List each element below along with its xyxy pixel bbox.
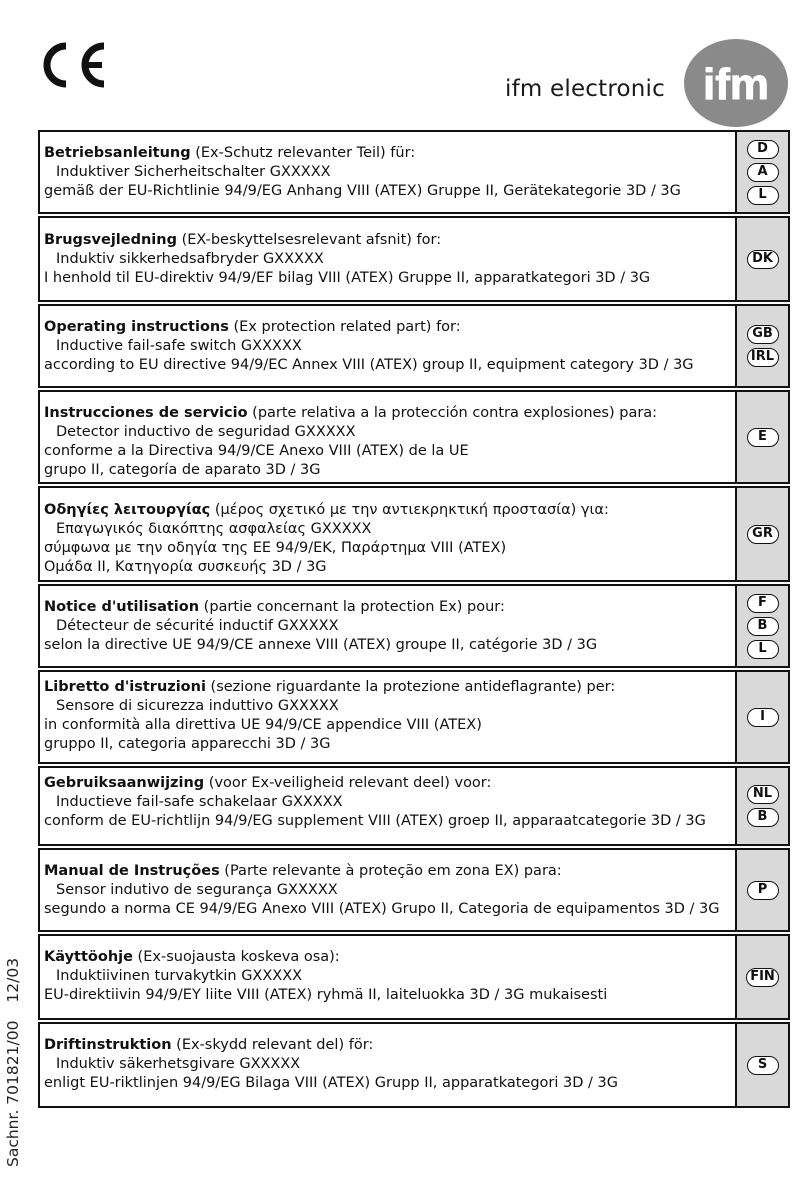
device-name: Induktiv säkerhetsgivare GXXXXX [56, 1056, 301, 1072]
section-title: Brugsvejledning [44, 232, 177, 248]
device-name: Induktiivinen turvakytkin GXXXXX [56, 968, 303, 984]
device-name: Induktiv sikkerhedsafbryder GXXXXX [56, 251, 324, 267]
section-5 [38, 584, 790, 668]
country-code-badge: L [747, 640, 779, 659]
section-heading [44, 144, 415, 163]
section-2 [38, 304, 790, 388]
directive-line: Ομάδα II, Κατηγορία συσκευής 3D / 3G [44, 559, 327, 575]
section-text [40, 132, 737, 212]
issue-date: 12/03 [4, 957, 22, 1003]
section-title: Instrucciones de servicio [44, 405, 248, 421]
section-text [40, 850, 737, 930]
side-part-number [4, 958, 22, 1167]
directive-line: segundo a norma CE 94/9/EG Anexo VIII (ATEX) Grupo II, Categoria de equipamentos 3D / 3G [44, 901, 720, 917]
language-codes [737, 1024, 788, 1106]
section-heading [44, 948, 340, 967]
section-title: Libretto d'istruzioni [44, 679, 206, 695]
device-name: Detector inductivo de seguridad GXXXXX [56, 424, 356, 440]
directive-line: according to EU directive 94/9/EC Annex VIII (ATEX) group II, equipment category 3D / 3G [44, 357, 694, 373]
language-codes [737, 672, 788, 762]
section-text [40, 936, 737, 1018]
section-subtitle: (Ex protection related part) for: [228, 319, 461, 335]
country-code-badge: DK [747, 250, 779, 269]
language-codes [737, 586, 788, 666]
directive-line: in conformità alla direttiva UE 94/9/CE appendice VIII (ATEX) [44, 717, 482, 733]
section-subtitle: (Ex-suojausta koskeva osa): [132, 949, 340, 965]
section-text [40, 488, 737, 580]
section-title: Gebruiksaanwijzing [44, 775, 205, 791]
section-subtitle: (Parte relevante à proteção em zona EX) para: [219, 863, 562, 879]
section-7 [38, 766, 790, 846]
section-title: Operating instructions [44, 319, 229, 335]
brand-name: ifm electronic [505, 76, 665, 102]
section-heading [44, 318, 461, 337]
country-code-badge: IRL [747, 348, 779, 367]
section-heading [44, 598, 505, 617]
device-name: Επαγωγικός διακόπτης ασφαλείας GXXXXX [56, 521, 372, 537]
ifm-logo-icon [683, 38, 789, 128]
country-code-badge: B [747, 617, 779, 636]
section-subtitle: (Ex-Schutz relevanter Teil) für: [190, 145, 416, 161]
section-text [40, 218, 737, 300]
directive-line: σύμφωνα με την οδηγία της ΕΕ 94/9/ΕΚ, Παράρτημα VIII (ATEX) [44, 540, 507, 556]
language-codes [737, 306, 788, 386]
section-title: Manual de Instruções [44, 863, 220, 879]
directive-line: gemäß der EU-Richtlinie 94/9/EG Anhang VIII (ATEX) Gruppe II, Gerätekategorie 3D / 3G [44, 183, 681, 199]
section-subtitle: (Ex-skydd relevant del) för: [171, 1037, 374, 1053]
section-text [40, 672, 737, 762]
section-title: Notice d'utilisation [44, 599, 200, 615]
country-code-badge: A [747, 163, 779, 182]
section-text [40, 306, 737, 386]
country-code-badge: E [747, 428, 779, 447]
device-name: Induktiver Sicherheitschalter GXXXXX [56, 164, 331, 180]
directive-line: selon la directive UE 94/9/CE annexe VIII (ATEX) groupe II, catégorie 3D / 3G [44, 637, 598, 653]
section-text [40, 1024, 737, 1106]
country-code-badge: GB [747, 325, 779, 344]
language-codes [737, 768, 788, 844]
section-heading [44, 231, 441, 250]
section-10 [38, 1022, 790, 1108]
section-subtitle: (sezione riguardante la protezione antideflagrante) per: [205, 679, 616, 695]
country-code-badge: L [747, 186, 779, 205]
section-8 [38, 848, 790, 932]
section-text [40, 392, 737, 482]
section-title: Käyttöohje [44, 949, 133, 965]
section-4 [38, 486, 790, 582]
language-codes [737, 936, 788, 1018]
country-code-badge: GR [747, 525, 779, 544]
svg-text:ifm: ifm [703, 60, 769, 109]
ce-mark-icon [36, 40, 112, 90]
section-3 [38, 390, 790, 484]
device-name: Sensore di sicurezza induttivo GXXXXX [56, 698, 339, 714]
section-title: Οδηγίες λειτουργίας [44, 502, 211, 518]
country-code-badge: I [747, 708, 779, 727]
section-heading [44, 501, 609, 520]
section-title: Betriebsanleitung [44, 145, 191, 161]
section-text [40, 586, 737, 666]
directive-line: EU-direktiivin 94/9/EY liite VIII (ATEX) ryhmä II, laiteluokka 3D / 3G mukaisesti [44, 987, 608, 1003]
language-codes [737, 392, 788, 482]
section-9 [38, 934, 790, 1020]
country-code-badge: B [747, 808, 779, 827]
device-name: Inductive fail-safe switch GXXXXX [56, 338, 302, 354]
section-1 [38, 216, 790, 302]
device-name: Inductieve fail-safe schakelaar GXXXXX [56, 794, 343, 810]
device-name: Détecteur de sécurité inductif GXXXXX [56, 618, 339, 634]
section-title: Driftinstruktion [44, 1037, 172, 1053]
section-heading [44, 774, 491, 793]
country-code-badge: F [747, 594, 779, 613]
section-subtitle: (parte relativa a la protección contra explosiones) para: [247, 405, 658, 421]
country-code-badge: S [747, 1056, 779, 1075]
section-heading [44, 862, 562, 881]
sach-number: Sachnr. 701821/00 [4, 1020, 22, 1167]
country-code-badge: NL [747, 785, 779, 804]
section-6 [38, 670, 790, 764]
language-codes [737, 132, 788, 212]
section-subtitle: (EX-beskyttelsesrelevant afsnit) for: [176, 232, 442, 248]
section-heading [44, 1036, 373, 1055]
directive-line: enligt EU-riktlinjen 94/9/EG Bilaga VIII (ATEX) Grupp II, apparatkategori 3D / 3G [44, 1075, 618, 1091]
language-codes [737, 850, 788, 930]
country-code-badge: FIN [746, 968, 779, 987]
section-subtitle: (partie concernant la protection Ex) pour: [199, 599, 505, 615]
section-heading [44, 404, 657, 423]
directive-line: gruppo II, categoria apparecchi 3D / 3G [44, 736, 331, 752]
directive-line: conform de EU-richtlijn 94/9/EG supplement VIII (ATEX) groep II, apparaatcategorie 3D / 3G [44, 813, 706, 829]
directive-line: conforme a la Directiva 94/9/CE Anexo VIII (ATEX) de la UE [44, 443, 469, 459]
directive-line: I henhold til EU-direktiv 94/9/EF bilag VIII (ATEX) Gruppe II, apparatkategori 3D / 3G [44, 270, 651, 286]
device-name: Sensor indutivo de segurança GXXXXX [56, 882, 338, 898]
directive-line: grupo II, categoría de aparato 3D / 3G [44, 462, 321, 478]
language-codes [737, 218, 788, 300]
language-codes [737, 488, 788, 580]
country-code-badge: D [747, 140, 779, 159]
section-subtitle: (μέρος σχετικό με την αντιεκρηκτική προστασία) για: [210, 502, 609, 518]
section-heading [44, 678, 615, 697]
country-code-badge: P [747, 881, 779, 900]
section-subtitle: (voor Ex-veiligheid relevant deel) voor: [204, 775, 492, 791]
section-text [40, 768, 737, 844]
section-0 [38, 130, 790, 214]
